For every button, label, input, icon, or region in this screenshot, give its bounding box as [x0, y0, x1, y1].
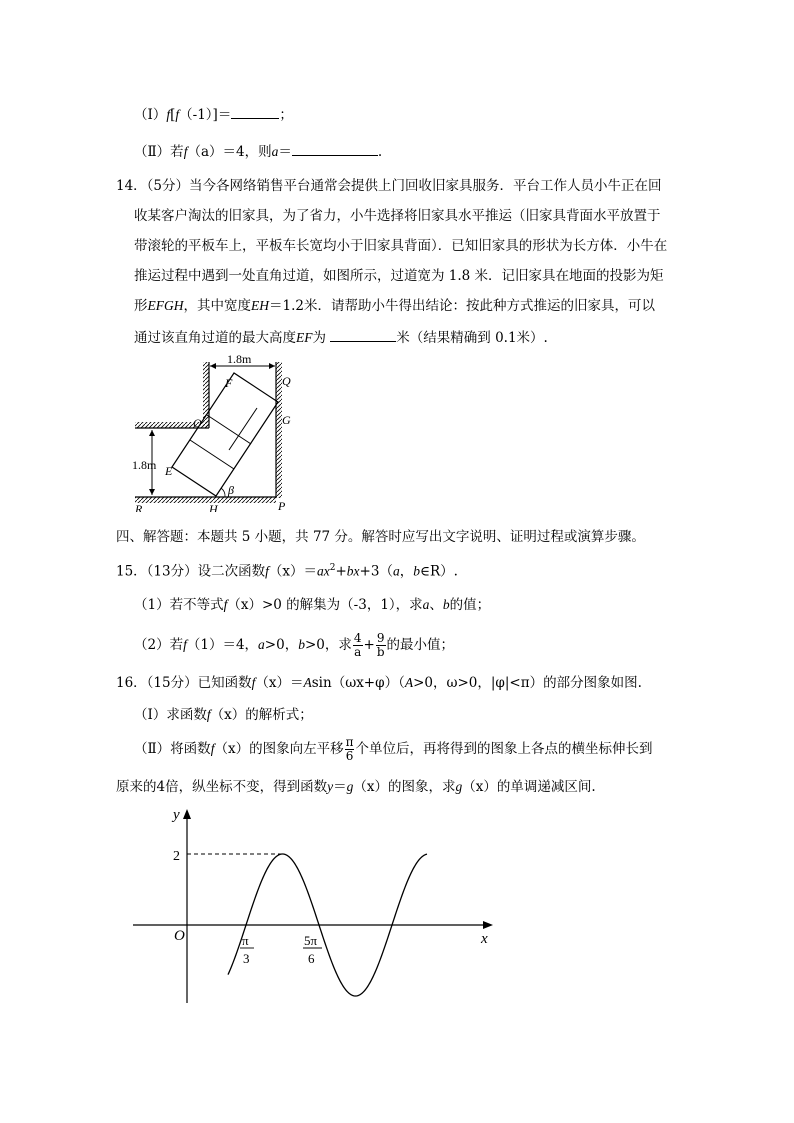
- answer-blank[interactable]: [231, 106, 279, 119]
- label-beta: β: [228, 483, 234, 497]
- answer-blank[interactable]: [292, 143, 378, 156]
- q15-part1: （1）若不等式f（x）>0 的解集为（-3，1），求a、b的值；: [134, 597, 491, 613]
- tick1-num: π: [242, 933, 249, 948]
- fraction: $\frac{9}{b}$: [376, 631, 385, 659]
- label-Q: Q: [282, 374, 291, 388]
- y-axis-label: y: [173, 807, 180, 823]
- q14-line: 通过该直角过道的最大高度EF为 米（结果精确到 0.1米）.: [134, 330, 548, 346]
- width-top-label: 1.8m: [227, 352, 252, 366]
- q13-part1: （Ⅰ）f[f（-1）]＝ ；: [134, 107, 293, 123]
- tick2-den: 6: [308, 951, 315, 966]
- q16-head: 16．（15分）已知函数f（x）＝Asin（ωx+φ）（A>0，ω>0，|φ|<π）的部分图象如图.: [116, 675, 642, 691]
- q14-line: 带滚轮的平板车上，平板车长宽均小于旧家具背面）．已知旧家具的形状为长方体．小牛在: [134, 238, 668, 254]
- q15-part2: （2）若f（1）＝4，a>0，b>0，求 $\frac{4}{a}$ + $\frac{9}{b}$ 的最小值；: [134, 631, 454, 659]
- label-G: G: [282, 413, 291, 427]
- q16-part1: （Ⅰ）求函数f（x）的解析式；: [134, 707, 313, 723]
- tick1-den: 3: [243, 951, 250, 966]
- label-R: R: [135, 502, 143, 512]
- x-axis-label: x: [481, 931, 488, 947]
- fraction: $\frac{\pi}{6}$: [345, 735, 354, 763]
- label-F: F: [225, 376, 233, 390]
- tick2-num: 5π: [304, 933, 318, 948]
- answer-blank[interactable]: [330, 329, 396, 342]
- q14-line: 收某客户淘汰的旧家具，为了省力，小牛选择将旧家具水平推运（旧家具背面水平放置于: [134, 208, 661, 224]
- q14-line: 推运过程中遇到一处直角过道，如图所示，过道宽为 1.8 米．记旧家具在地面的投影为矩: [134, 268, 664, 284]
- q15-head: 15．（13分）设二次函数$f(x)=ax^2+bx+3(a$，b∈R）.: [116, 563, 458, 580]
- furniture-rect: [172, 373, 278, 496]
- label-O: O: [193, 416, 202, 430]
- width-left-label: 1.8m: [132, 458, 157, 472]
- corridor-figure: [125, 352, 305, 512]
- origin-label: O: [174, 928, 185, 944]
- label-P: P: [278, 499, 286, 512]
- sine-graph: [125, 805, 505, 1005]
- label-E: E: [165, 464, 173, 478]
- max-label: 2: [173, 849, 180, 864]
- fraction: $\frac{4}{a}$: [353, 631, 362, 659]
- q14-line: 14．（5分）当今各网络销售平台通常会提供上门回收旧家具服务．平台工作人员小牛正在回: [116, 178, 662, 194]
- q14-line: 形EFGH，其中宽度EH＝1.2米．请帮助小牛得出结论：按此种方式推运的旧家具，可以: [134, 298, 655, 314]
- q16-part2-cont: 原来的4倍，纵坐标不变，得到函数y＝g（x）的图象，求g（x）的单调递减区间.: [116, 779, 596, 795]
- q16-part2: （Ⅱ）将函数f（x）的图象向左平移 $\frac{\pi}{6}$ 个单位后，再将得到的图象上各点的横坐标伸长到: [134, 735, 653, 763]
- section-heading: 四、解答题：本题共 5 小题，共 77 分。解答时应写出文字说明、证明过程或演算步骤。: [116, 529, 645, 545]
- q13-part2: （Ⅱ）若f（a）＝4，则a＝ .: [134, 144, 383, 160]
- label-H: H: [209, 502, 218, 512]
